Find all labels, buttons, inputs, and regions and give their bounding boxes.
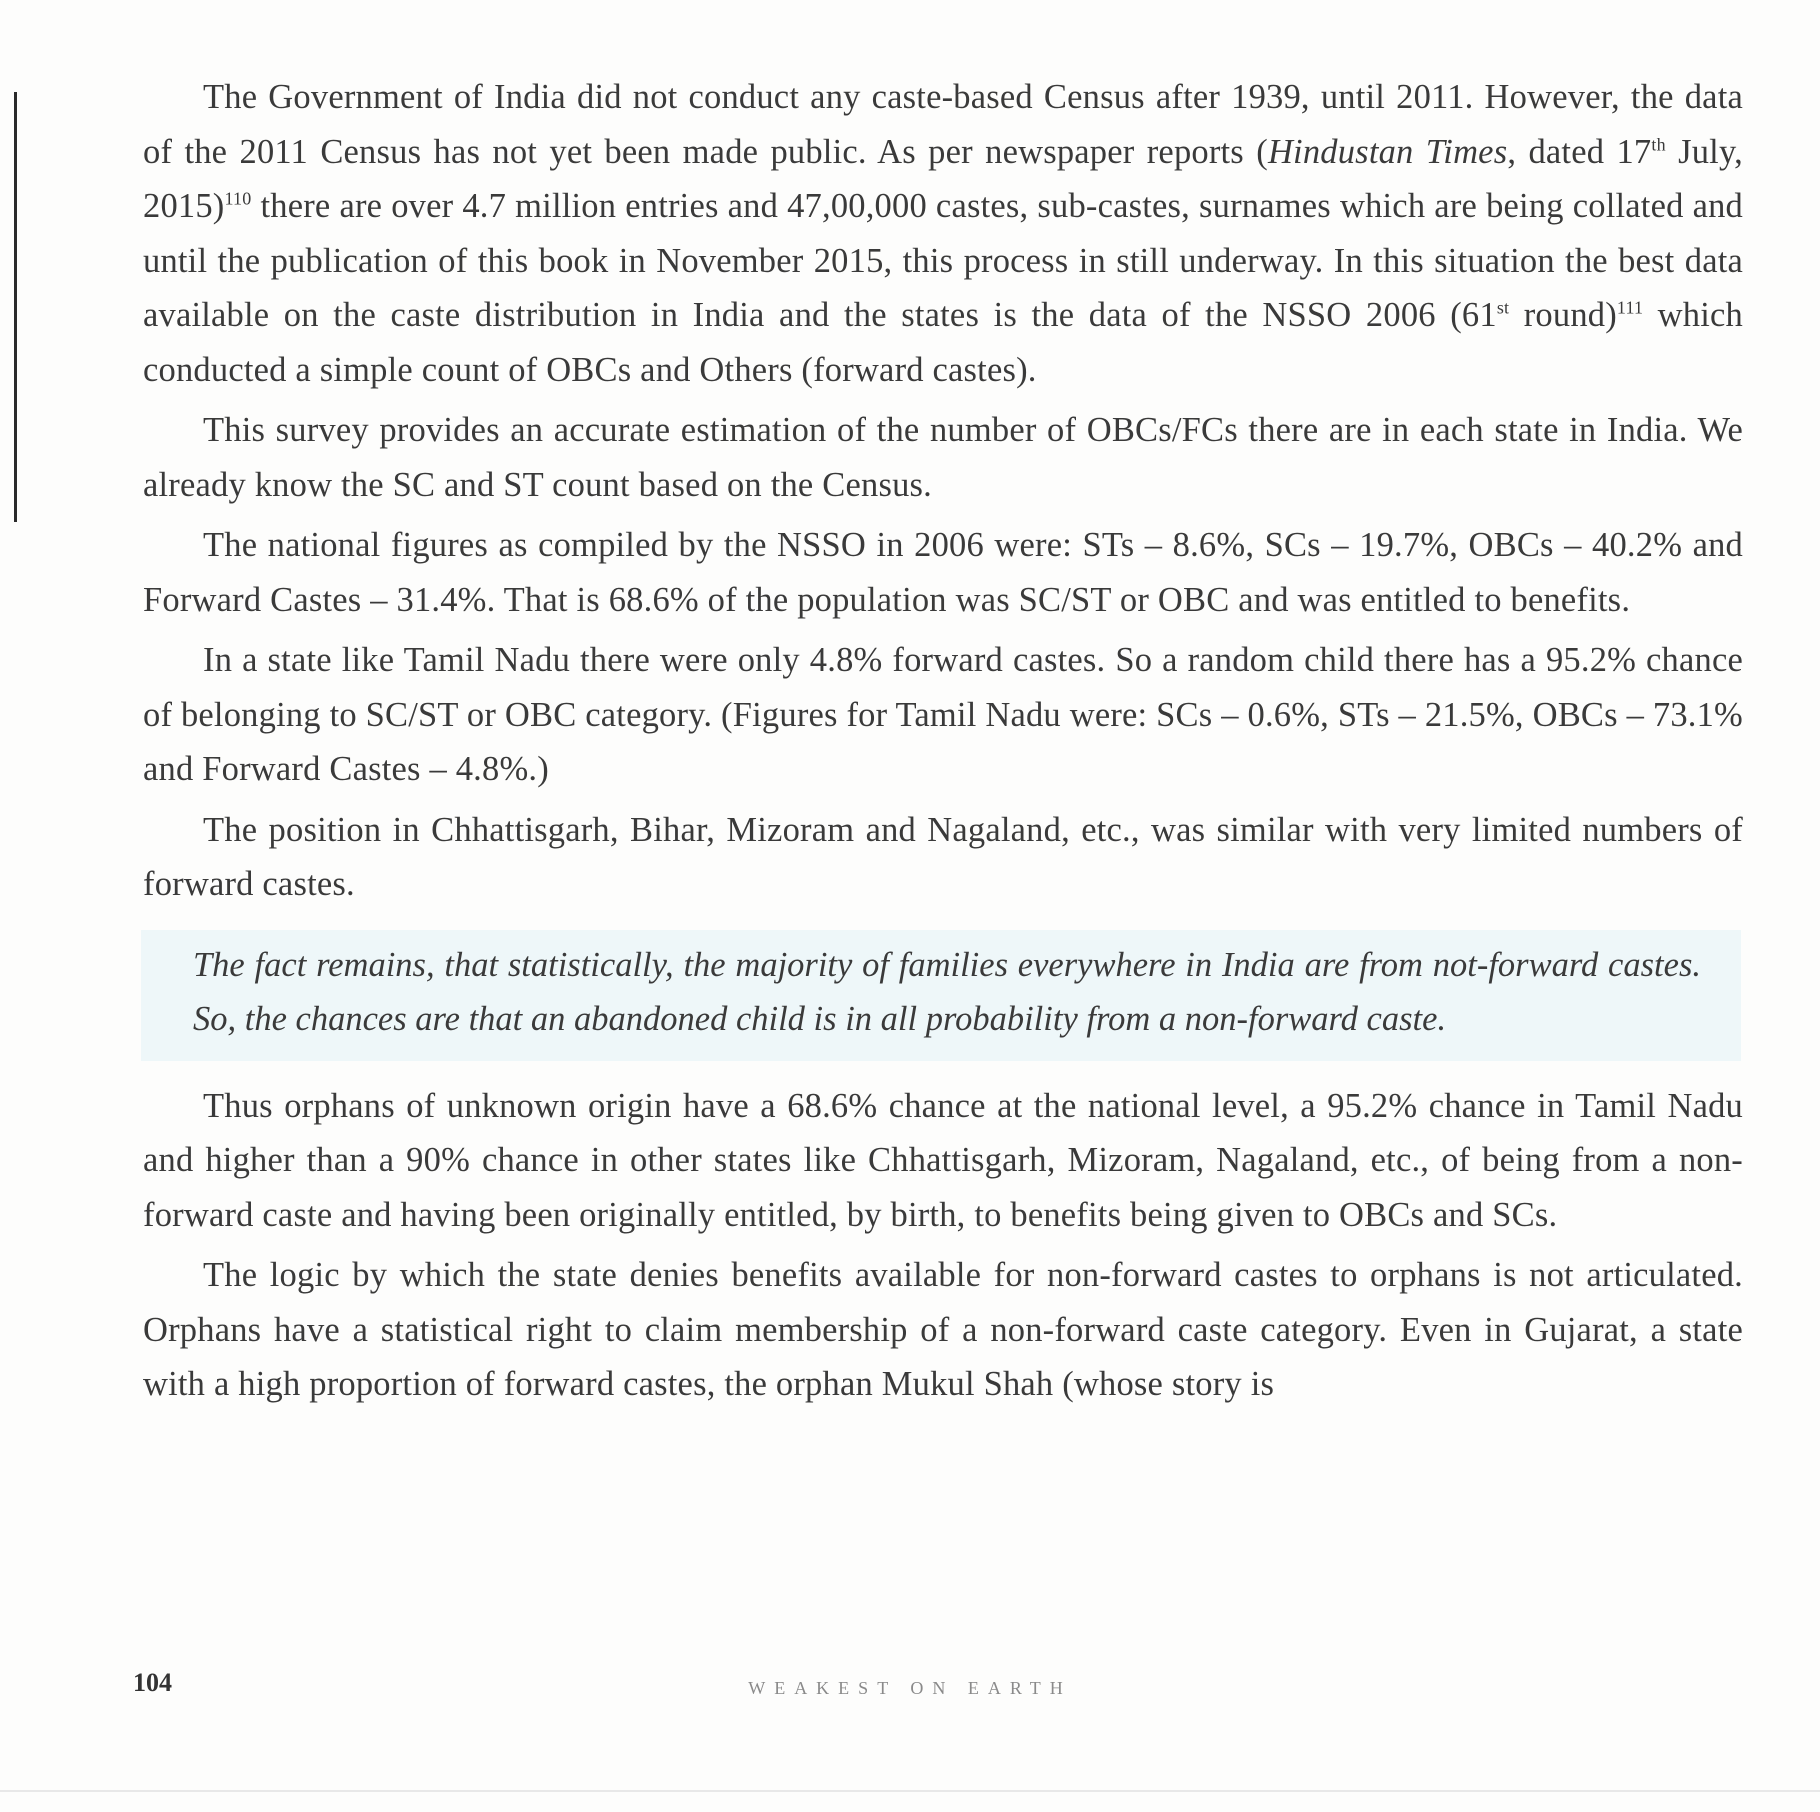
text-segment: The national figures as compiled by the NSSO in 2006 were: STs – 8.6%, SCs – 19.7%, OBCs – 40.2% and Forward Castes – 31.4%. That is 68.6% of the population was SC/ST or OBC and was entitled to benefits.: [143, 526, 1743, 619]
body-text: [143, 70, 1743, 1418]
superscript: th: [1651, 134, 1666, 154]
paragraph-p2: [143, 403, 1743, 512]
text-segment: Thus orphans of unknown origin have a 68.6% chance at the national level, a 95.2% chance in Tamil Nadu and higher than a 90% chance in other states like Chhattisgarh, Mizoram, Nagaland, etc., of being from a non-forward caste and having been originally entitled, by birth, to benefits being given to OBCs and SCs.: [143, 1086, 1743, 1234]
italic-text: Hindustan Times: [1267, 132, 1508, 171]
text-segment: July, 2015): [143, 132, 1743, 225]
superscript: st: [1496, 297, 1510, 318]
superscript: 110: [224, 188, 252, 209]
paragraph-p5: [143, 803, 1743, 912]
paragraphs-before-callout: [143, 70, 1743, 912]
paragraphs-after-callout: [143, 1079, 1743, 1412]
bottom-edge: [0, 1790, 1820, 1792]
paragraph-p6: [143, 1079, 1743, 1243]
paragraph-p3: [143, 518, 1743, 627]
text-segment: which conducted a simple count of OBCs and Others (forward castes).: [143, 296, 1743, 389]
superscript: 111: [1616, 297, 1644, 318]
page-edge-shadow: [14, 92, 17, 522]
text-segment: This survey provides an accurate estimation of the number of OBCs/FCs there are in each state in India. We already know the SC and ST count based on the Census.: [143, 411, 1743, 504]
running-title: WEAKEST ON EARTH: [748, 1678, 1072, 1698]
paragraph-p7: [143, 1248, 1743, 1412]
page-number: 104: [133, 1668, 172, 1697]
text-segment: round): [1509, 296, 1617, 334]
paragraph-p1: [143, 70, 1743, 397]
text-segment: The logic by which the state denies benefits available for non-forward castes to orphans is not articulated. Orphans have a statistical right to claim membership of a non-forward caste category. Even in Gujarat, a state with a high proportion of forward castes, the orphan Mukul Shah (whose story is: [143, 1256, 1743, 1403]
text-segment: The position in Chhattisgarh, Bihar, Mizoram and Nagaland, etc., was similar with very limited numbers of forward castes.: [143, 810, 1743, 903]
highlight-callout: [141, 930, 1741, 1061]
text-segment: there are over 4.7 million entries and 47,00,000 castes, sub-castes, surnames which are being collated and until the publication of this book in November 2015, this process in still underway. In this situation the best data available on the caste distribution in India and the states is the data of the NSSO 2006 (61: [143, 187, 1743, 334]
callout-text: The fact remains, that statistically, the majority of families everywhere in India are from not-forward castes. So, the chances are that an abandoned child is in all probability from a non-forward caste.: [193, 945, 1701, 1038]
text-segment: In a state like Tamil Nadu there were only 4.8% forward castes. So a random child there has a 95.2% chance of belonging to SC/ST or OBC category. (Figures for Tamil Nadu were: SCs – 0.6%, STs – 21.5%, OBCs – 73.1% and Forward Castes – 4.8%.): [143, 641, 1743, 788]
paragraph-p4: [143, 633, 1743, 797]
text-segment: , dated 17: [1507, 132, 1652, 171]
text-segment: The Government of India did not conduct any caste-based Census after 1939, until 2011. However, the data of the 2011 Census has not yet been made public. As per newspaper reports (: [143, 78, 1743, 171]
